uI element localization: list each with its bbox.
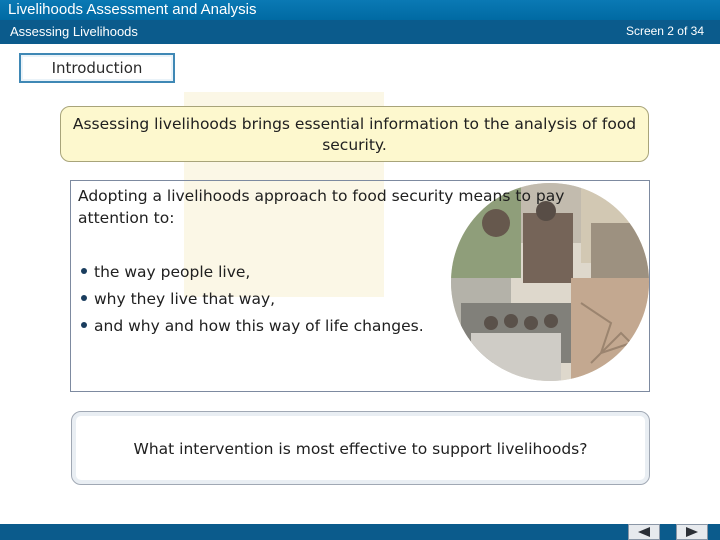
next-button[interactable] (676, 524, 708, 540)
bullet-icon (81, 268, 87, 274)
question-box (71, 411, 650, 485)
key-message-box (60, 106, 649, 162)
bullet-icon (81, 322, 87, 328)
approach-intro-text: Adopting a livelihoods approach to food security means to pay attention to: (78, 187, 565, 227)
list-item: the way people live, (81, 259, 424, 286)
triangle-left-icon (637, 527, 651, 537)
question-text: What intervention is most effective to support livelihoods? (133, 440, 588, 458)
content-panel (70, 180, 650, 392)
footer-bar (0, 524, 720, 540)
introduction-tab[interactable]: Introduction (19, 53, 175, 83)
list-item: why they live that way, (81, 286, 424, 313)
course-title: Livelihoods Assessment and Analysis (8, 1, 257, 18)
list-item: and why and how this way of life changes. (81, 313, 424, 340)
screen-counter: Screen 2 of 34 (625, 24, 704, 38)
bullet-list (81, 259, 424, 340)
triangle-right-icon (685, 527, 699, 537)
back-button[interactable] (628, 524, 660, 540)
section-bar (0, 20, 720, 44)
key-message-text: Assessing livelihoods brings essential information to the analysis of food security. (72, 115, 637, 154)
bullet-icon (81, 295, 87, 301)
course-title-bar (0, 0, 720, 20)
section-title: Assessing Livelihoods (10, 24, 138, 39)
